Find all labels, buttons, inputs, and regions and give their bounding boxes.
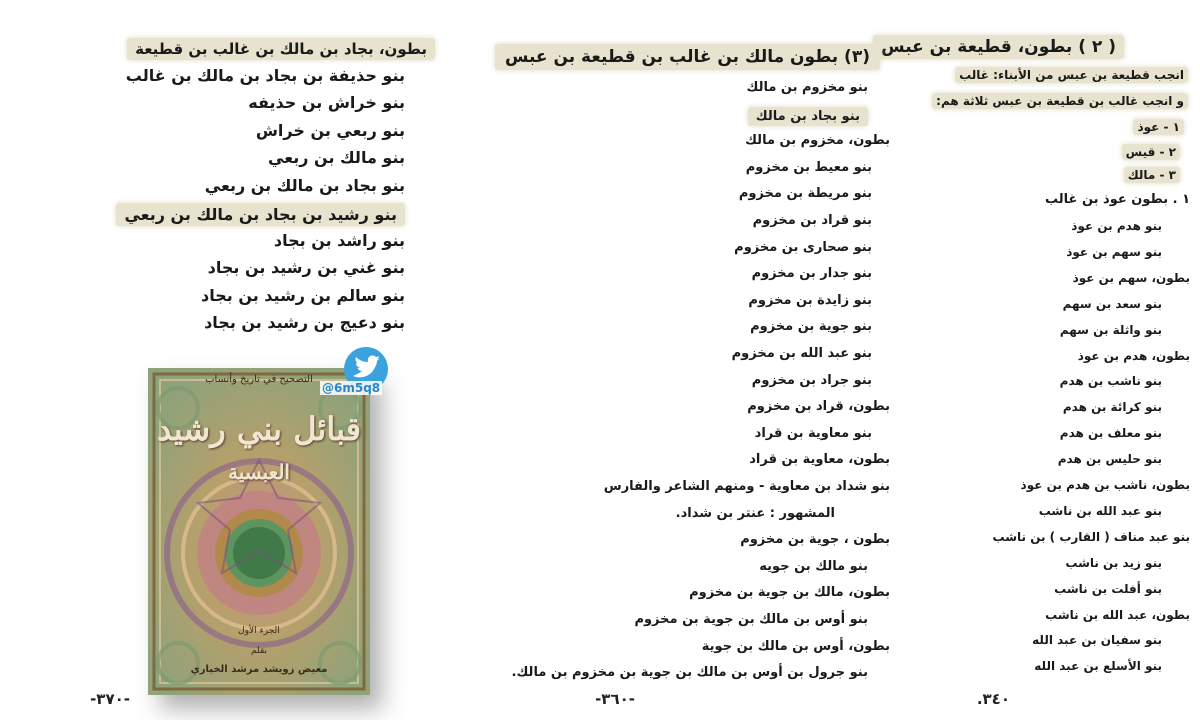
text-line: بنو هدم بن عوذ <box>1071 219 1162 233</box>
section-title: ( ٢ ) بطون، قطيعة بن عبس <box>873 35 1124 59</box>
text-line: بنو حليس بن هدم <box>1057 452 1162 467</box>
text-line: بطون، ناشب بن هدم بن عوذ <box>1020 478 1190 492</box>
page-number: ٣٤٠. <box>976 690 1010 708</box>
book-by: بقلم <box>250 646 268 656</box>
text-line: بنو عبد مناف ( القارب ) بن ناشب <box>992 529 1190 544</box>
page-360 <box>450 0 890 720</box>
text-line: بطون، سهم بن عوذ <box>1072 270 1190 285</box>
text-line: بنو واثلة بن سهم <box>1059 322 1162 337</box>
book-author: معيض زويشد مرشد الخياري <box>190 664 328 675</box>
text-line: بنو معاوية بن قراد <box>754 425 872 441</box>
text-line: بنو الأسلع بن عبد الله <box>1034 659 1162 674</box>
text-line: بنو جدار بن مخزوم <box>751 266 872 282</box>
text-line: بطون، مخزوم بن مالك <box>745 133 890 149</box>
text-line: بنو مخزوم بن مالك <box>746 80 868 95</box>
text-line: بنو عبد الله بن مخزوم <box>731 346 872 361</box>
text-line: بنو جوية بن مخزوم <box>750 319 872 335</box>
text-line: بنو مالك بن جويه <box>759 558 868 574</box>
text-line: بنو زيد بن ناشب <box>1065 555 1162 570</box>
text-line: بطون، بجاد بن مالك بن غالب بن قطيعة <box>127 38 435 60</box>
twitter-handle: @6m5q8 <box>322 381 381 395</box>
text-line: بنو حذيفة بن بجاد بن مالك بن غالب <box>125 65 405 85</box>
text-line: بنو سهم بن عوذ <box>1066 244 1162 259</box>
text-line: بنو ناشب بن هدم <box>1059 374 1162 389</box>
text-line: بنو مريطة بن مخزوم <box>738 186 872 202</box>
book-subtitle: التصحيح في تاريخ وأنساب <box>205 374 313 385</box>
intro-line: انجب قطيعة بن عبس من الأبناء: غالب <box>955 67 1188 83</box>
text-line: بنو قراد بن مخزوم <box>752 213 872 228</box>
text-line: بنو أفلت بن ناشب <box>1054 581 1162 596</box>
intro-line: ١ - عوذ <box>1133 119 1184 135</box>
text-line: بنو معلف بن هدم <box>1059 426 1162 441</box>
text-line: بنو معيط بن مخزوم <box>745 159 872 175</box>
text-line: بطون، قراد بن مخزوم <box>747 399 890 415</box>
intro-line: و انجب غالب بن قطيعة بن عبس ثلاثة هم: <box>932 93 1188 109</box>
book-cover-image <box>148 368 370 695</box>
book-title-2: العبسية <box>228 460 290 484</box>
text-line: بطون ، جوية بن مخزوم <box>740 532 890 548</box>
text-line: بنو سعد بن سهم <box>1062 296 1162 311</box>
page-number: -٣٧٠- <box>90 690 130 708</box>
text-line: المشهور : عنتر بن شداد. <box>675 505 835 521</box>
text-line: بنو سالم بن رشيد بن بجاد <box>200 285 405 305</box>
text-line: بنو عبد الله بن ناشب <box>1038 503 1162 518</box>
text-line: بطون، مالك بن جوية بن مخزوم <box>689 585 890 601</box>
text-line: بنو مالك بن ربعي <box>268 148 405 167</box>
text-line: بطون، أوس بن مالك بن جوية <box>701 638 890 654</box>
twitter-bird-icon <box>318 345 392 405</box>
text-line: بنو جراد بن مخزوم <box>751 372 872 388</box>
intro-line: ٢ - قيس <box>1122 144 1180 160</box>
text-line: بنو جرول بن أوس بن مالك بن جوية بن مخزوم بن مالك. <box>511 665 868 681</box>
text-line: بنو صحارى بن مخزوم <box>734 239 872 255</box>
text-line: بنو راشد بن بجاد <box>273 230 405 250</box>
page-number: -٣٦٠- <box>595 690 635 708</box>
text-line: بنو غني بن رشيد بن بجاد <box>207 258 405 277</box>
book-part: الجزء الأول <box>238 626 280 636</box>
text-line: بنو سفيان بن عبد الله <box>1032 633 1162 648</box>
text-line: بنو خراش بن حذيفه <box>248 93 405 112</box>
text-line: بطون، هدم بن عوذ <box>1077 348 1190 363</box>
text-line: بنو بجاد بن مالك بن ربعي <box>204 175 405 195</box>
twitter-badge <box>318 345 392 405</box>
text-line: بنو بجاد بن مالك <box>748 107 868 126</box>
text-line: بنو كرائة بن هدم <box>1062 400 1162 415</box>
text-line: بنو دعيج بن رشيد بن بجاد <box>204 313 405 332</box>
book-title: قبائل بني رشيد <box>156 410 362 448</box>
text-line: بطون، معاوية بن قراد <box>749 452 890 468</box>
text-line: بنو شداد بن معاوية - ومنهم الشاعر والفارس <box>603 479 890 494</box>
text-line: بنو رشيد بن بجاد بن مالك بن ربعي <box>116 203 405 226</box>
section-title: (٣) بطون مالك بن غالب بن قطيعة بن عبس <box>495 44 880 70</box>
subsection-title: ١ . بطون عوذ بن غالب <box>1045 192 1190 207</box>
intro-line: ٣ - مالك <box>1124 167 1180 183</box>
text-line: بطون، عبد الله بن ناشب <box>1045 607 1190 622</box>
text-line: بنو أوس بن مالك بن جوية بن مخزوم <box>634 612 868 627</box>
text-line: بنو زايدة بن مخزوم <box>748 292 872 308</box>
page-340 <box>881 0 1190 720</box>
text-line: بنو ربعي بن خراش <box>255 120 405 140</box>
